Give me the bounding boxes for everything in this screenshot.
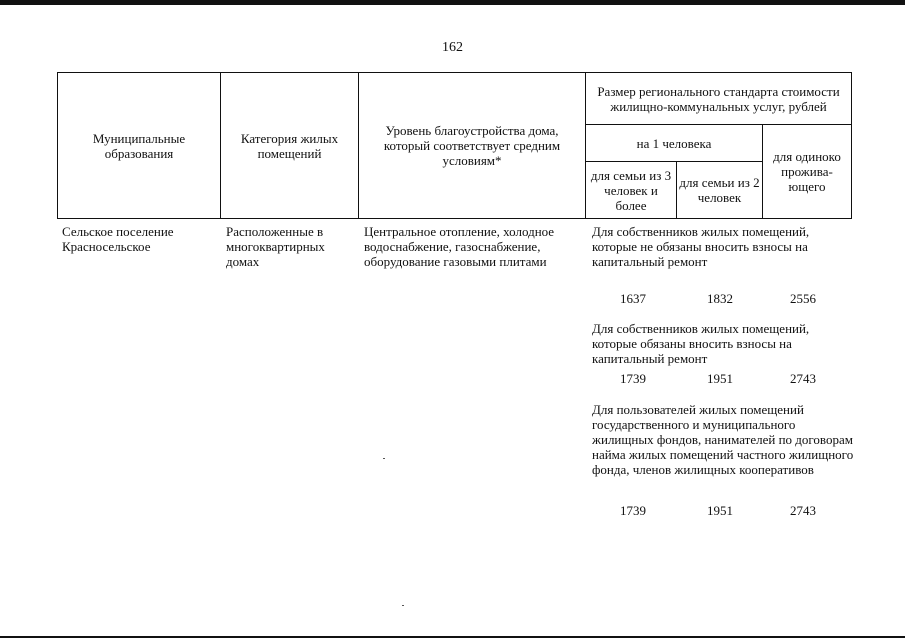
value-family3: 1739 bbox=[620, 503, 646, 518]
value-single: 2743 bbox=[790, 371, 816, 386]
header-municipalities: Муниципальные образования bbox=[58, 73, 221, 219]
tariff-values-row bbox=[592, 371, 854, 387]
scan-speck bbox=[383, 458, 385, 459]
top-border-line bbox=[0, 0, 905, 5]
header-category: Категория жилых помещений bbox=[221, 73, 359, 219]
header-family-3: для семьи из 3 человек и более bbox=[586, 162, 677, 219]
page-number: 162 bbox=[442, 40, 463, 55]
value-family2: 1832 bbox=[707, 291, 733, 306]
value-family2: 1951 bbox=[707, 503, 733, 518]
bottom-border-line bbox=[0, 636, 905, 638]
tariff-block-text: Для пользователей жилых помещений государственного и муниципального жилищных фондов, нанимателей по договорам найма жилых помещений частного жилищного фонда, членов жилищных кооперативов bbox=[592, 402, 854, 477]
value-family3: 1637 bbox=[620, 291, 646, 306]
tariff-block-text: Для собственников жилых помещений, которые не обязаны вносить взносы на капитальный ремонт bbox=[592, 224, 810, 269]
value-family3: 1739 bbox=[620, 371, 646, 386]
header-table bbox=[57, 72, 852, 219]
header-amenity-level: Уровень благоустройства дома, который соответствует средним условиям* bbox=[359, 73, 586, 219]
category-cell: Расположенные в многоквартирных домах bbox=[226, 224, 325, 269]
tariff-block-text: Для собственников жилых помещений, которые обязаны вносить взносы на капитальный ремонт bbox=[592, 321, 810, 366]
scan-speck bbox=[402, 605, 404, 606]
value-single: 2743 bbox=[790, 503, 816, 518]
header-per-person: на 1 человека bbox=[586, 125, 763, 162]
header-family-2: для семьи из 2 человек bbox=[677, 162, 763, 219]
header-single: для одиноко прожива-ющего bbox=[763, 125, 852, 219]
amenity-cell: Центральное отопление, холодное водоснабжение, газоснабжение, оборудование газовыми плитами bbox=[364, 224, 555, 269]
value-family2: 1951 bbox=[707, 371, 733, 386]
header-standard-size: Размер регионального стандарта стоимости жилищно-коммунальных услуг, рублей bbox=[586, 73, 852, 125]
tariff-values-row bbox=[592, 503, 854, 519]
value-single: 2556 bbox=[790, 291, 816, 306]
tariff-values-row bbox=[592, 291, 854, 307]
municipality-cell: Сельское поселение Красносельское bbox=[62, 224, 174, 254]
